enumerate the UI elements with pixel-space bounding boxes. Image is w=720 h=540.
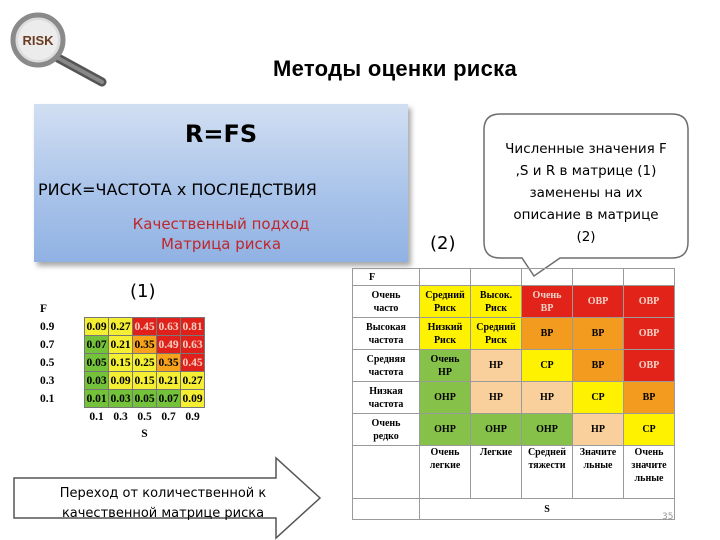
matrix2-cell: ОВР — [624, 318, 675, 350]
matrix1-cell: 0.21 — [157, 372, 181, 390]
matrix2-severity: Средней тяжести — [522, 446, 573, 499]
matrix2-cell: Очень НР — [420, 350, 471, 382]
arrow-text — [28, 484, 298, 524]
matrix1-s-value: 0.5 — [137, 410, 152, 423]
qualitative-line-2: Матрица риска — [160, 235, 282, 253]
matrix2-s-label: S — [420, 499, 675, 520]
matrix2-cell: Очень ВР — [522, 286, 573, 318]
matrix2-frequency: Очень часто — [353, 286, 420, 318]
callout-line: Численные значения F — [505, 141, 667, 157]
matrix1-cell: 0.27 — [181, 372, 205, 390]
matrix2-cell: ВР — [573, 318, 624, 350]
matrix1-f-value: 0.5 — [40, 356, 55, 369]
matrix1-cell: 0.25 — [133, 354, 157, 372]
matrix1-cell: 0.01 — [85, 390, 109, 408]
matrix1-cell: 0.03 — [85, 372, 109, 390]
arrow-line: Переход от количественной к — [59, 486, 267, 501]
matrix1-f-value: 0.7 — [40, 338, 55, 351]
matrix1-cell: 0.45 — [181, 354, 205, 372]
matrix1-cell: 0.09 — [181, 390, 205, 408]
risk-definition: РИСК=ЧАСТОТА х ПОСЛЕДСТВИЯ — [38, 180, 317, 199]
matrix2-f-label: F — [353, 269, 420, 286]
callout-line: (2) — [576, 229, 596, 245]
matrix2-cell: Низкий Риск — [420, 318, 471, 350]
matrix1-s-value: 0.7 — [161, 410, 176, 423]
page-title: Методы оценки риска — [272, 56, 518, 81]
matrix2-severity: Очень легкие — [420, 446, 471, 499]
matrix1-cell: 0.09 — [109, 372, 133, 390]
matrix2-cell: СР — [624, 414, 675, 446]
matrix1-cell: 0.05 — [133, 390, 157, 408]
arrow-line: качественной матрице риска — [61, 506, 265, 521]
matrix2-severity: Значите льные — [573, 446, 624, 499]
matrix2-frequency: Очень редко — [353, 414, 420, 446]
matrix1-cell: 0.07 — [157, 390, 181, 408]
matrix1-cell: 0.15 — [133, 372, 157, 390]
matrix2-cell: Высок. Риск — [471, 286, 522, 318]
matrix1-s-value: 0.3 — [113, 410, 128, 423]
matrix2-cell: ОНР — [522, 414, 573, 446]
matrix1-cell: 0.15 — [109, 354, 133, 372]
matrix1-cell: 0.05 — [85, 354, 109, 372]
matrix2-cell: ВР — [573, 350, 624, 382]
matrix2-cell: ОВР — [624, 286, 675, 318]
matrix2-cell: Средний Риск — [420, 286, 471, 318]
matrix1-cell: 0.63 — [157, 318, 181, 336]
matrix2-cell: НР — [522, 382, 573, 414]
matrix1-s-label: S — [141, 427, 148, 440]
matrix1-cell: 0.45 — [133, 318, 157, 336]
matrix1-f-value: 0.1 — [40, 392, 55, 405]
matrix1-f-value: 0.9 — [40, 320, 55, 333]
matrix2-frequency: Высокая частота — [353, 318, 420, 350]
matrix2-severity: Очень значите льные — [624, 446, 675, 499]
matrix2-cell: НР — [471, 382, 522, 414]
label-matrix-1: (1) — [130, 281, 156, 302]
callout-line: описание в матрице — [513, 207, 659, 223]
formula: R=FS — [184, 120, 258, 148]
matrix1-cell: 0.63 — [181, 336, 205, 354]
page-number: 35 — [662, 512, 674, 522]
qualitative-line-1: Качественный подход — [132, 215, 310, 233]
matrix1-s-value: 0.1 — [89, 410, 104, 423]
matrix1-cell: 0.21 — [109, 336, 133, 354]
matrix2-cell: ОНР — [471, 414, 522, 446]
matrix1-cell: 0.27 — [109, 318, 133, 336]
matrix1-cell: 0.03 — [109, 390, 133, 408]
matrix2-cell: ОНР — [420, 414, 471, 446]
matrix2-frequency: Низкая частота — [353, 382, 420, 414]
matrix1-cell: 0.35 — [157, 354, 181, 372]
matrix2-cell: Средний Риск — [471, 318, 522, 350]
matrix1-cell: 0.35 — [133, 336, 157, 354]
matrix2-cell: ОВР — [573, 286, 624, 318]
callout-line: заменены на их — [529, 185, 643, 201]
matrix2-cell: ВР — [624, 382, 675, 414]
logo-text: RISK — [22, 33, 54, 48]
label-matrix-2: (2) — [430, 233, 456, 254]
matrix2-cell: НР — [573, 414, 624, 446]
matrix2-cell: СР — [522, 350, 573, 382]
matrix1-s-value: 0.9 — [185, 410, 200, 423]
matrix2-frequency: Средняя частота — [353, 350, 420, 382]
matrix1-cell: 0.81 — [181, 318, 205, 336]
callout-line: ,S и R в матрице (1) — [515, 163, 657, 179]
matrix1-f-label: F — [40, 302, 48, 315]
matrix2-severity: Легкие — [471, 446, 522, 499]
matrix2-cell: ОНР — [420, 382, 471, 414]
matrix2-cell: ВР — [522, 318, 573, 350]
matrix1-cell: 0.07 — [85, 336, 109, 354]
matrix2-cell: СР — [573, 382, 624, 414]
matrix1-cell: 0.09 — [85, 318, 109, 336]
matrix1-cell: 0.49 — [157, 336, 181, 354]
matrix1-f-value: 0.3 — [40, 374, 55, 387]
matrix2-cell: ОВР — [624, 350, 675, 382]
matrix2-cell: НР — [471, 350, 522, 382]
